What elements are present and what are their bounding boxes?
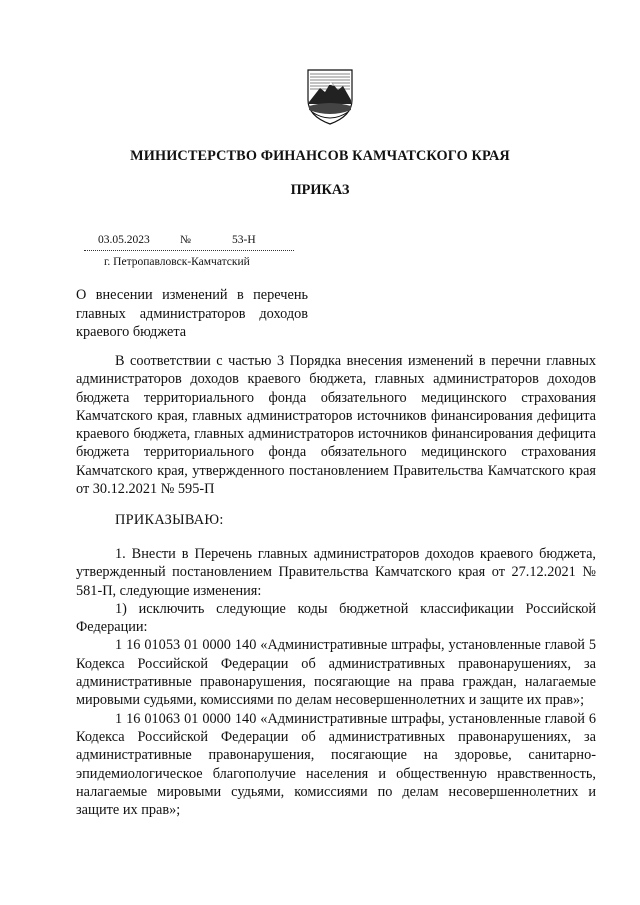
command-word: ПРИКАЗЫВАЮ: — [115, 512, 224, 528]
kamchatka-coat-of-arms-icon — [300, 66, 360, 126]
ministry-title: МИНИСТЕРСТВО ФИНАНСОВ КАМЧАТСКОГО КРАЯ — [130, 148, 510, 164]
item-paragraph: 1) исключить следующие коды бюджетной классификации Российской Федерации: — [76, 600, 596, 636]
item-paragraph: 1 16 01063 01 0000 140 «Административные штрафы, установленные главой 6 Кодекса Российской Федерации об административных правонарушениях, за административные правонарушения, посягающие на здоровье, санитарно-эпидемиологическое благополучие населения и общественную нравственность, налагаемые мировыми судьями, комиссиями по делам несовершеннолетних и защите их прав»; — [76, 710, 596, 819]
items-block — [76, 545, 596, 819]
preamble-block — [76, 352, 596, 498]
document-subject: О внесении изменений в перечень главных администраторов доходов краевого бюджета — [76, 287, 308, 340]
number-sign: № — [180, 234, 191, 246]
registration-line — [84, 234, 294, 251]
order-date: 03.05.2023 — [98, 234, 150, 246]
item-paragraph: 1 16 01053 01 0000 140 «Административные штрафы, установленные главой 5 Кодекса Российской Федерации об административных правонарушениях, за административные правонарушения, посягающие на права граждан, налагаемые мировыми судьями, комиссиями по делам несовершеннолетних и защите их прав»; — [76, 637, 596, 709]
order-number: 53-Н — [232, 234, 256, 246]
item-paragraph: 1. Внести в Перечень главных администраторов доходов краевого бюджета, утвержденный постановлением Правительства Камчатского края от 27.12.2021 № 581-П, следующие изменения: — [76, 546, 596, 599]
city: г. Петропавловск-Камчатский — [104, 256, 250, 268]
preamble-paragraph: В соответствии с частью 3 Порядка внесения изменений в перечни главных администраторов доходов краевого бюджета, главных администраторов доходов бюджета территориального фонда обязательного медицинского страхования Камчатского края, главных администраторов источников финансирования дефицита краевого бюджета, главных администраторов источников финансирования дефицита бюджета территориального фонда обязательного медицинского страхования Камчатского края, утвержденного постановлением Правительства Камчатского края от 30.12.2021 № 595-П — [76, 353, 596, 498]
document-type: ПРИКАЗ — [290, 182, 350, 198]
